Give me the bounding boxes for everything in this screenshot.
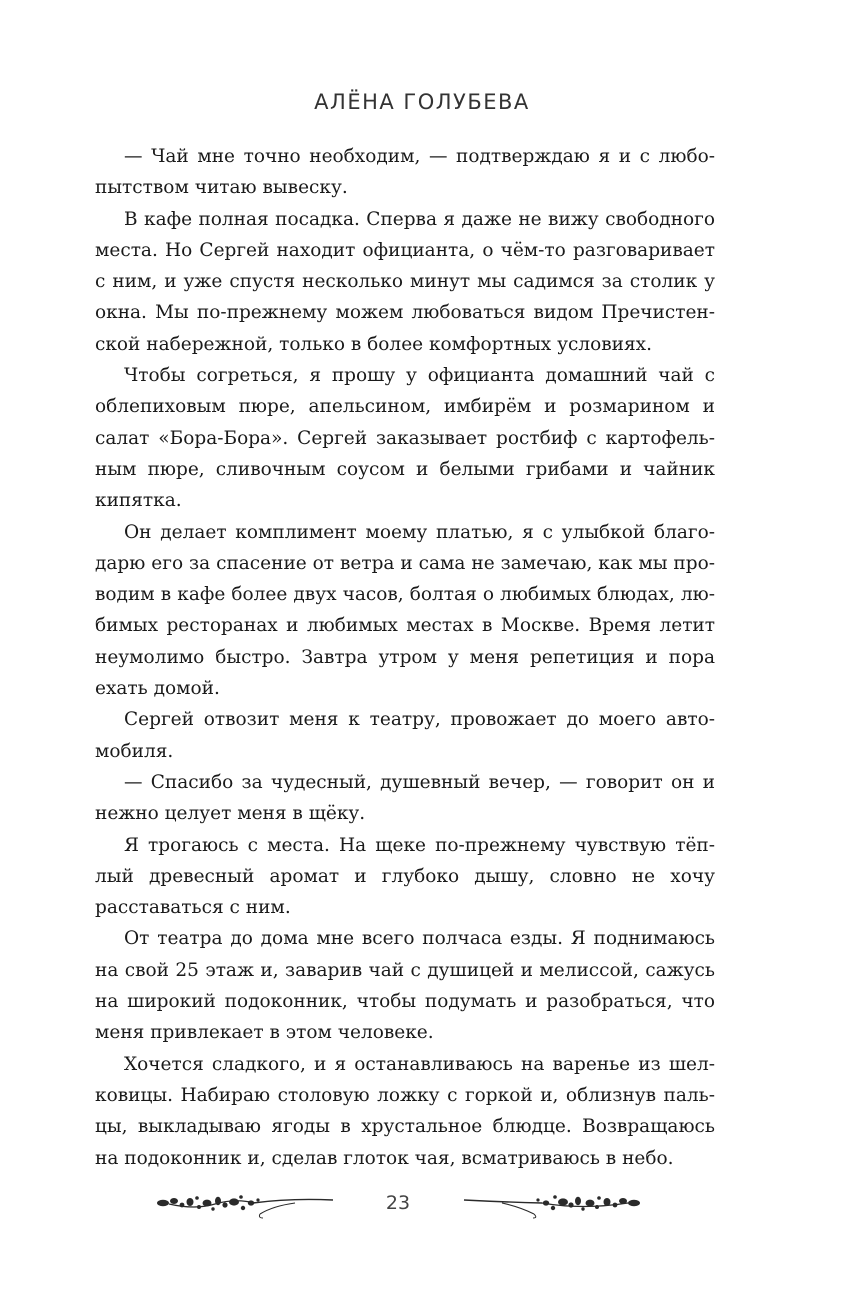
paragraph: В кафе полная посадка. Сперва я даже не вижу свободного места. Но Сергей находит официанта, о чём-то разговаривает с ним, и уже спустя несколько минут мы садимся за столик у окна. Мы по-прежнему можем любоваться видом Пречистенской набережной, только в более комфортных условиях. <box>95 208 715 355</box>
floral-vine-ornament-icon <box>462 1190 642 1224</box>
running-title: АЛЁНА ГОЛУБЕВА <box>314 90 530 114</box>
body-text <box>95 141 715 1174</box>
paragraph: Он делает комплимент моему платью, я с улыбкой благодарю его за спасение от ветра и сама не замечаю, как мы проводим в кафе более двух часов, болтая о любимых блюдах, любимых ресторанах и любимых местах в Москве. Время летит неумолимо быстро. Завтра утром у меня репетиция и пора ехать домой. <box>95 521 715 700</box>
floral-vine-ornament-icon <box>155 1190 335 1224</box>
paragraph: От театра до дома мне всего полчаса езды. Я поднимаюсь на свой 25 этаж и, заварив чай с душицей и мелиссой, сажусь на широкий подоконник, чтобы подумать и разобраться, что меня привлекает в этом человеке. <box>95 928 715 1044</box>
paragraph: Чтобы согреться, я прошу у официанта домашний чай с облепиховым пюре, апельсином, имбирём и розмарином и салат «Бора-Бора». Сергей заказывает ростбиф с картофельным пюре, сливочным соусом и белыми грибами и чайник кипятка. <box>95 365 715 512</box>
page-number: 23 <box>385 1192 411 1214</box>
paragraph: Сергей отвозит меня к театру, провожает до моего автомобиля. <box>95 709 715 762</box>
paragraph: Я трогаюсь с места. На щеке по-прежнему чувствую тёплый древесный аромат и глубоко дышу, словно не хочу расставаться с ним. <box>95 834 715 919</box>
paragraph: — Чай мне точно необходим, — подтверждаю я и с любопытством читаю вывеску. <box>95 146 715 199</box>
page-footer <box>0 1190 844 1226</box>
paragraph: — Спасибо за чудесный, душевный вечер, — говорит он и нежно целует меня в щёку. <box>95 771 715 825</box>
paragraph: Хочется сладкого, и я останавливаюсь на варенье из шелковицы. Набираю столовую ложку с горкой и, облизнув пальцы, выкладываю ягоды в хрустальное блюдце. Возвращаюсь на подоконник и, сделав глоток чая, всматриваюсь в небо. <box>95 1053 715 1169</box>
